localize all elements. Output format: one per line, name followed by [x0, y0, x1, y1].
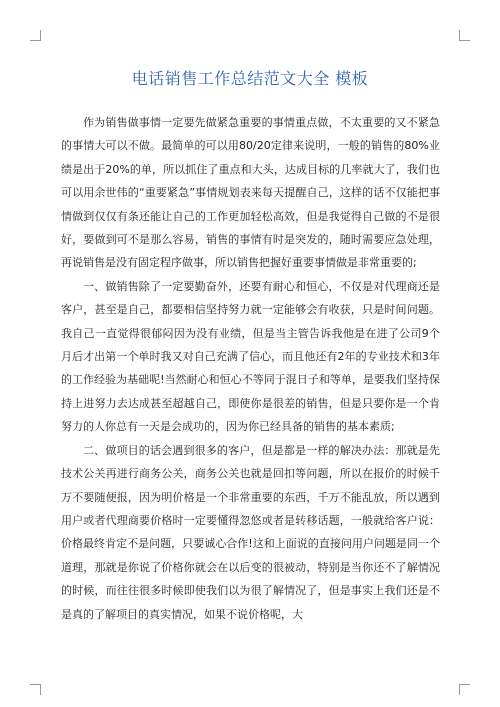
crop-mark-top-left	[30, 30, 41, 41]
page-title: 电话销售工作总结范文大全 模板	[131, 69, 369, 88]
crop-mark-bottom-right	[459, 684, 470, 695]
document-body	[61, 111, 440, 626]
body-paragraph: 二、做项目的话会遇到很多的客户，但是都是一样的解决办法：那就是先技术公关再进行商务公关，商务公关也就是回扣等问题，所以在报价的时候千万不要随便报，因为明价格是一个非常重要的东西，千万不能乱放，所以遇到用户或者代理商要价格时一定要懂得忽悠或者是转移话题，一般就给客户说：价格最终肯定不是问题，只要诚心合作!这和上面说的直接问用户问题是同一个道理，那就是你说了价格你就会在以后变的很被动，特别是当你还不了解情况的时候，而往往很多时候即使我们以为很了解情况了，但是事实上我们还是不是真的了解项目的真实情况，如果不说价格呢，大	[61, 443, 440, 621]
body-paragraph: 作为销售做事情一定要先做紧急重要的事情重点做，不太重要的又不紧急的事情大可以不做。最简单的可以用80/20定律来说明，一般的销售的80%业绩是出于20%的单，所以抓住了重点和大头，达成目标的几率就大了，我们也可以用余世伟的“重要紧急”事情规划表来每天提醒自己，这样的话不仅能把事情做到仅仅有条还能让自己的工作更加轻松高效，但是我觉得自己做的不是很好，要做到可不是那么容易，销售的事情有时是突发的，随时需要应急处理，再说销售是没有固定程序做事，所以销售把握好重要事情做是非常重要的;	[61, 116, 440, 270]
crop-mark-bottom-left	[30, 684, 41, 695]
body-paragraph: 一、做销售除了一定要勤奋外，还要有耐心和恒心，不仅是对代理商还是客户，甚至是自己，都要相信坚持努力就一定能够会有收获，只是时间问题。我自己一直觉得很郁闷因为没有业绩，但是当主管告诉我他是在进了公司9个月后才出第一个单时我又对自己充满了信心，而且他还有2年的专业技术和3年的工作经验为基础呢!当然耐心和恒心不等同于混日子和等单，是要我们坚持保持上进努力去达成甚至超越自己，即使你是很差的销售，但是只要你是一个肯努力的人你总有一天是会成功的，因为你已经具备的销售的基本素质;	[61, 279, 440, 434]
crop-mark-top-right	[459, 30, 470, 41]
